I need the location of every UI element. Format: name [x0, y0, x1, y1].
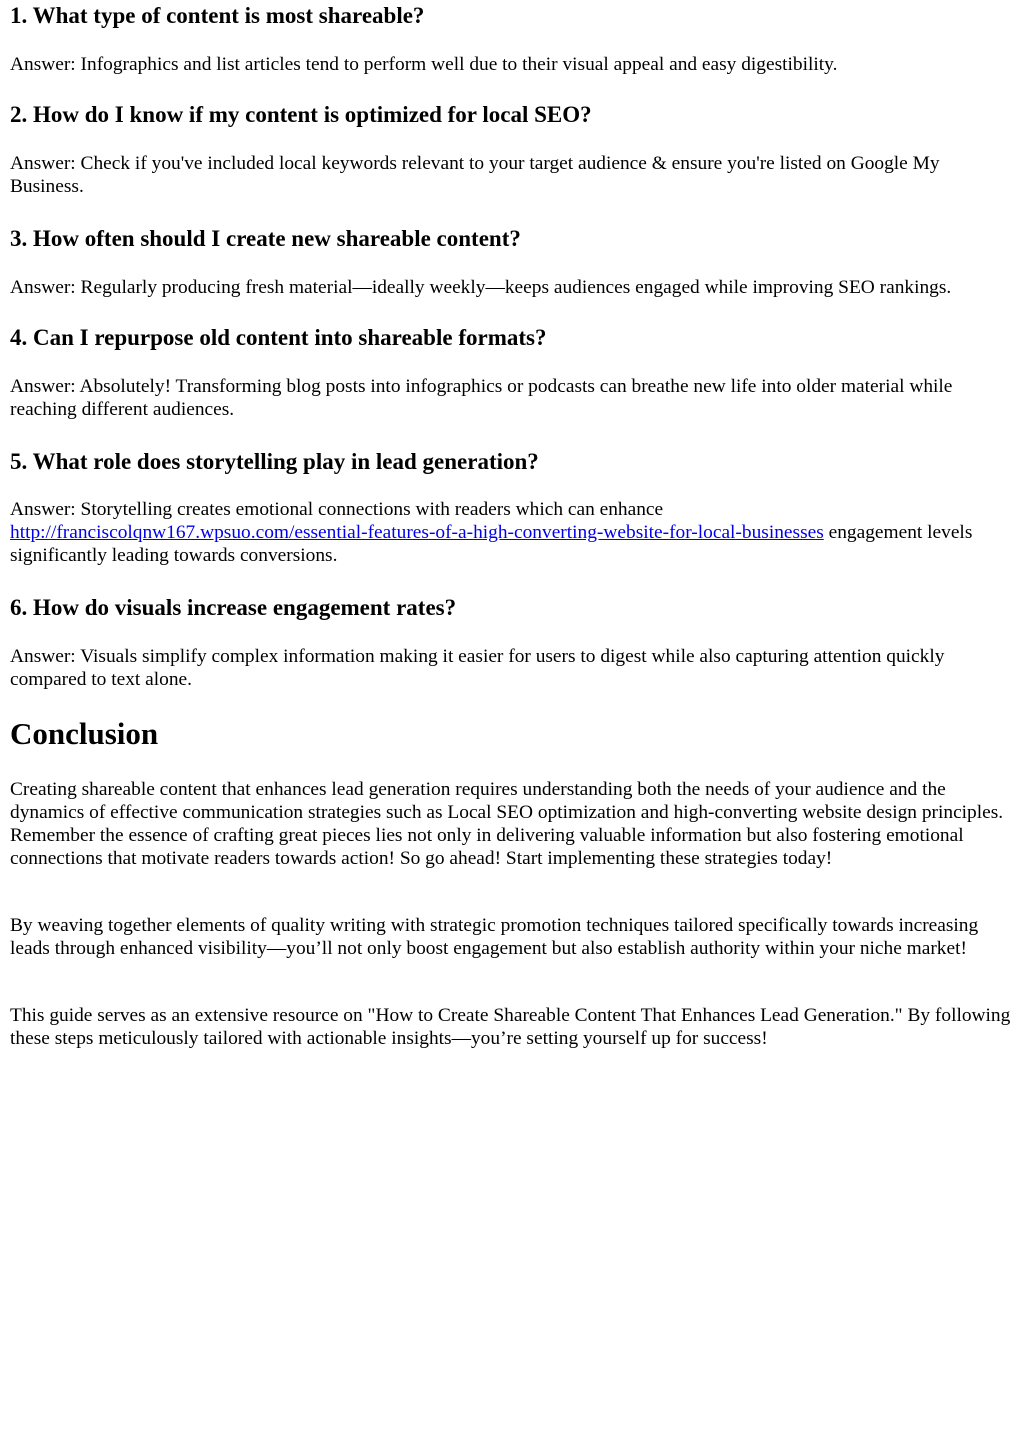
faq-question-3: 3. How often should I create new shareable content?	[10, 226, 521, 251]
faq-answer-5-text-before: Answer: Storytelling creates emotional connections with readers which can enhance	[10, 499, 664, 520]
faq-question-4: 4. Can I repurpose old content into shareable formats?	[10, 325, 547, 350]
conclusion-heading: Conclusion	[10, 716, 159, 751]
faq-answer-5-text-after: engagement levels significantly leading towards conversions.	[10, 522, 973, 566]
faq-answer-5	[10, 498, 1016, 567]
franciscolqnw-link[interactable]: http://franciscolqnw167.wpsuo.com/essential-features-of-a-high-converting-website-for-local-businesses	[10, 522, 824, 543]
faq-answer-1: Answer: Infographics and list articles tend to perform well due to their visual appeal and easy digestibility.	[10, 54, 838, 75]
conclusion-paragraph-3: This guide serves as an extensive resource on "How to Create Shareable Content That Enhances Lead Generation." By following these steps meticulously tailored with actionable insights—you’re setting yourself up for success!	[10, 1005, 1011, 1049]
faq-question-6: 6. How do visuals increase engagement rates?	[10, 595, 457, 620]
faq-question-5: 5. What role does storytelling play in lead generation?	[10, 449, 539, 474]
conclusion-paragraph-2: By weaving together elements of quality writing with strategic promotion techniques tailored specifically towards increasing leads through enhanced visibility—you’ll not only boost engagement but also establish authority within your niche market!	[10, 915, 979, 959]
faq-answer-2: Answer: Check if you've included local keywords relevant to your target audience & ensure you're listed on Google My Business.	[10, 153, 940, 197]
faq-answer-6: Answer: Visuals simplify complex information making it easier for users to digest while also capturing attention quickly compared to text alone.	[10, 646, 945, 690]
conclusion-paragraph-1: Creating shareable content that enhances lead generation requires understanding both the needs of your audience and the dynamics of effective communication strategies such as Local SEO optimization and high-converting website design principles. Remember the essence of crafting great pieces lies not only in delivering valuable information but also fostering emotional connections that motivate readers towards action! So go ahead! Start implementing these strategies today!	[10, 779, 1004, 869]
faq-answer-4: Answer: Absolutely! Transforming blog posts into infographics or podcasts can breathe new life into older material while reaching different audiences.	[10, 376, 953, 420]
faq-answer-3: Answer: Regularly producing fresh material—ideally weekly—keeps audiences engaged while improving SEO rankings.	[10, 277, 952, 298]
faq-question-1: 1. What type of content is most shareable?	[10, 3, 425, 28]
faq-question-2: 2. How do I know if my content is optimized for local SEO?	[10, 102, 592, 127]
